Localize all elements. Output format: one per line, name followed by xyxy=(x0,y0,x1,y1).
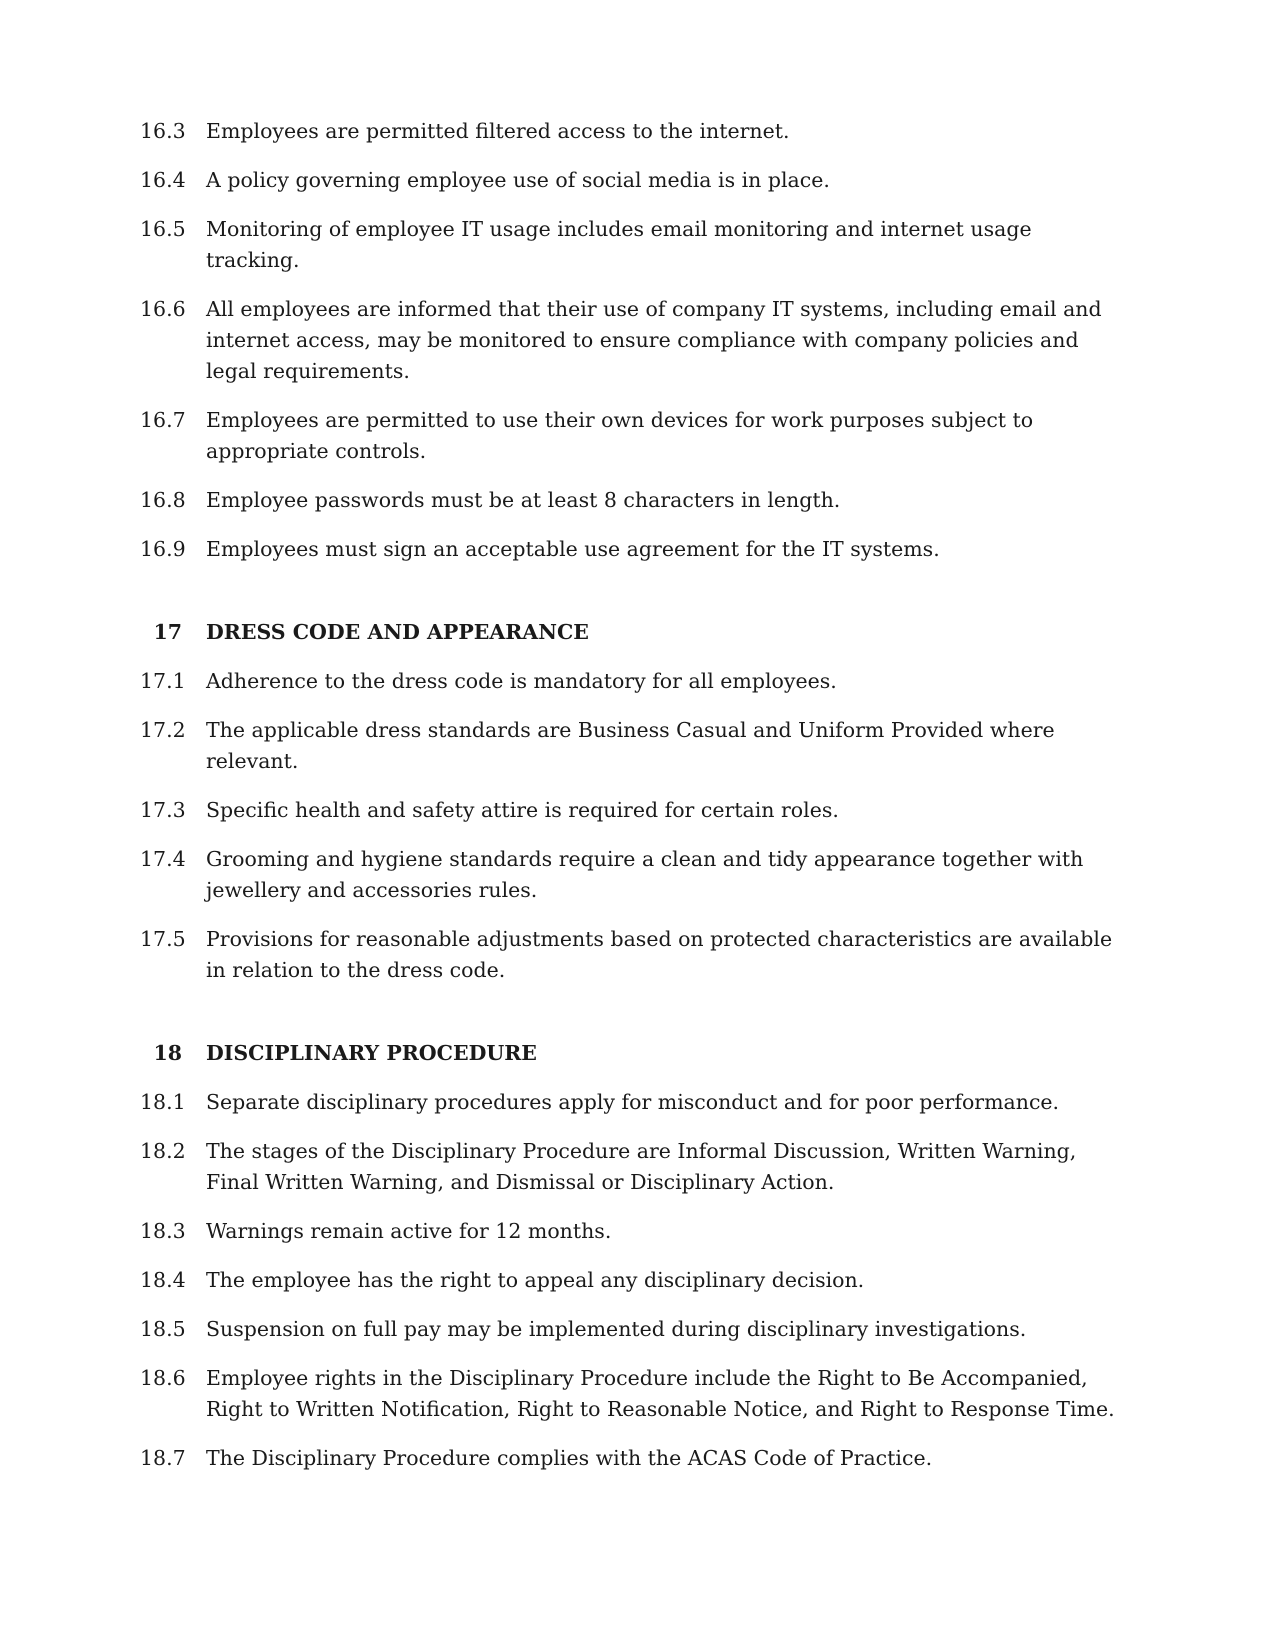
clause-text: Grooming and hygiene standards require a clean and tidy appearance together with jewellery and accessories rules. xyxy=(206,847,1084,902)
clause-18-5 xyxy=(140,1314,1125,1345)
clause-17-5 xyxy=(140,924,1125,986)
clause-text: Specific health and safety attire is required for certain roles. xyxy=(206,798,839,822)
clause-text: Separate disciplinary procedures apply for misconduct and for poor performance. xyxy=(206,1090,1060,1114)
clause-text: All employees are informed that their use of company IT systems, including email and internet access, may be monitored to ensure compliance with company policies and legal requirements. xyxy=(206,297,1102,383)
section-heading xyxy=(140,617,1125,648)
clause-16-9 xyxy=(140,534,1125,565)
clause-number: 18.3 xyxy=(140,1219,186,1243)
clause-text: The stages of the Disciplinary Procedure are Informal Discussion, Written Warning, Final Written Warning, and Dismissal or Disciplinary Action. xyxy=(206,1139,1077,1194)
clause-number: 18.6 xyxy=(140,1366,186,1390)
clause-text: A policy governing employee use of social media is in place. xyxy=(206,168,830,192)
section-title: DISCIPLINARY PROCEDURE xyxy=(206,1041,537,1065)
section-title: DRESS CODE AND APPEARANCE xyxy=(206,620,589,644)
clause-16-6 xyxy=(140,294,1125,387)
clause-18-7 xyxy=(140,1443,1125,1474)
clause-number: 18.1 xyxy=(140,1090,186,1114)
clause-number: 18.7 xyxy=(140,1446,186,1470)
clause-number: 17.5 xyxy=(140,927,186,951)
clause-16-8 xyxy=(140,485,1125,516)
clause-number: 16.6 xyxy=(140,297,186,321)
clause-18-6 xyxy=(140,1363,1125,1425)
clause-18-2 xyxy=(140,1136,1125,1198)
clause-number: 18.5 xyxy=(140,1317,186,1341)
section-number: 17 xyxy=(153,620,182,644)
clause-number: 16.5 xyxy=(140,217,186,241)
section-heading xyxy=(140,1038,1125,1069)
clause-text: Employees are permitted to use their own devices for work purposes subject to appropriate controls. xyxy=(206,408,1034,463)
section-17 xyxy=(140,617,1125,986)
clause-text: The Disciplinary Procedure complies with the ACAS Code of Practice. xyxy=(206,1446,933,1470)
clause-text: Warnings remain active for 12 months. xyxy=(206,1219,612,1243)
clause-17-1 xyxy=(140,666,1125,697)
clause-17-4 xyxy=(140,844,1125,906)
section-16 xyxy=(140,116,1125,565)
clause-text: Adherence to the dress code is mandatory for all employees. xyxy=(206,669,837,693)
clause-16-5 xyxy=(140,214,1125,276)
clause-text: Employee rights in the Disciplinary Procedure include the Right to Be Accompanied, Right to Written Notification, Right to Reasonable Notice, and Right to Response Time. xyxy=(206,1366,1115,1421)
section-number: 18 xyxy=(153,1041,182,1065)
clause-number: 17.2 xyxy=(140,718,186,742)
clause-18-3 xyxy=(140,1216,1125,1247)
clause-16-4 xyxy=(140,165,1125,196)
clause-text: Monitoring of employee IT usage includes email monitoring and internet usage tracking. xyxy=(206,217,1032,272)
clause-18-1 xyxy=(140,1087,1125,1118)
clause-text: The employee has the right to appeal any disciplinary decision. xyxy=(206,1268,865,1292)
clause-text: Employees must sign an acceptable use agreement for the IT systems. xyxy=(206,537,940,561)
clause-text: Suspension on full pay may be implemented during disciplinary investigations. xyxy=(206,1317,1027,1341)
clause-number: 16.3 xyxy=(140,119,186,143)
clause-number: 18.2 xyxy=(140,1139,186,1163)
clause-number: 17.4 xyxy=(140,847,186,871)
clause-16-7 xyxy=(140,405,1125,467)
clause-17-2 xyxy=(140,715,1125,777)
clause-number: 17.3 xyxy=(140,798,186,822)
section-18 xyxy=(140,1038,1125,1474)
clause-number: 16.7 xyxy=(140,408,186,432)
clause-number: 16.9 xyxy=(140,537,186,561)
clause-text: Employee passwords must be at least 8 characters in length. xyxy=(206,488,841,512)
clause-18-4 xyxy=(140,1265,1125,1296)
clause-text: The applicable dress standards are Business Casual and Uniform Provided where relevant. xyxy=(206,718,1055,773)
clause-number: 16.8 xyxy=(140,488,186,512)
clause-text: Provisions for reasonable adjustments based on protected characteristics are available in relation to the dress code. xyxy=(206,927,1113,982)
clause-16-3 xyxy=(140,116,1125,147)
clause-number: 17.1 xyxy=(140,669,186,693)
clause-text: Employees are permitted filtered access to the internet. xyxy=(206,119,790,143)
clause-number: 16.4 xyxy=(140,168,186,192)
clause-number: 18.4 xyxy=(140,1268,186,1292)
clause-17-3 xyxy=(140,795,1125,826)
